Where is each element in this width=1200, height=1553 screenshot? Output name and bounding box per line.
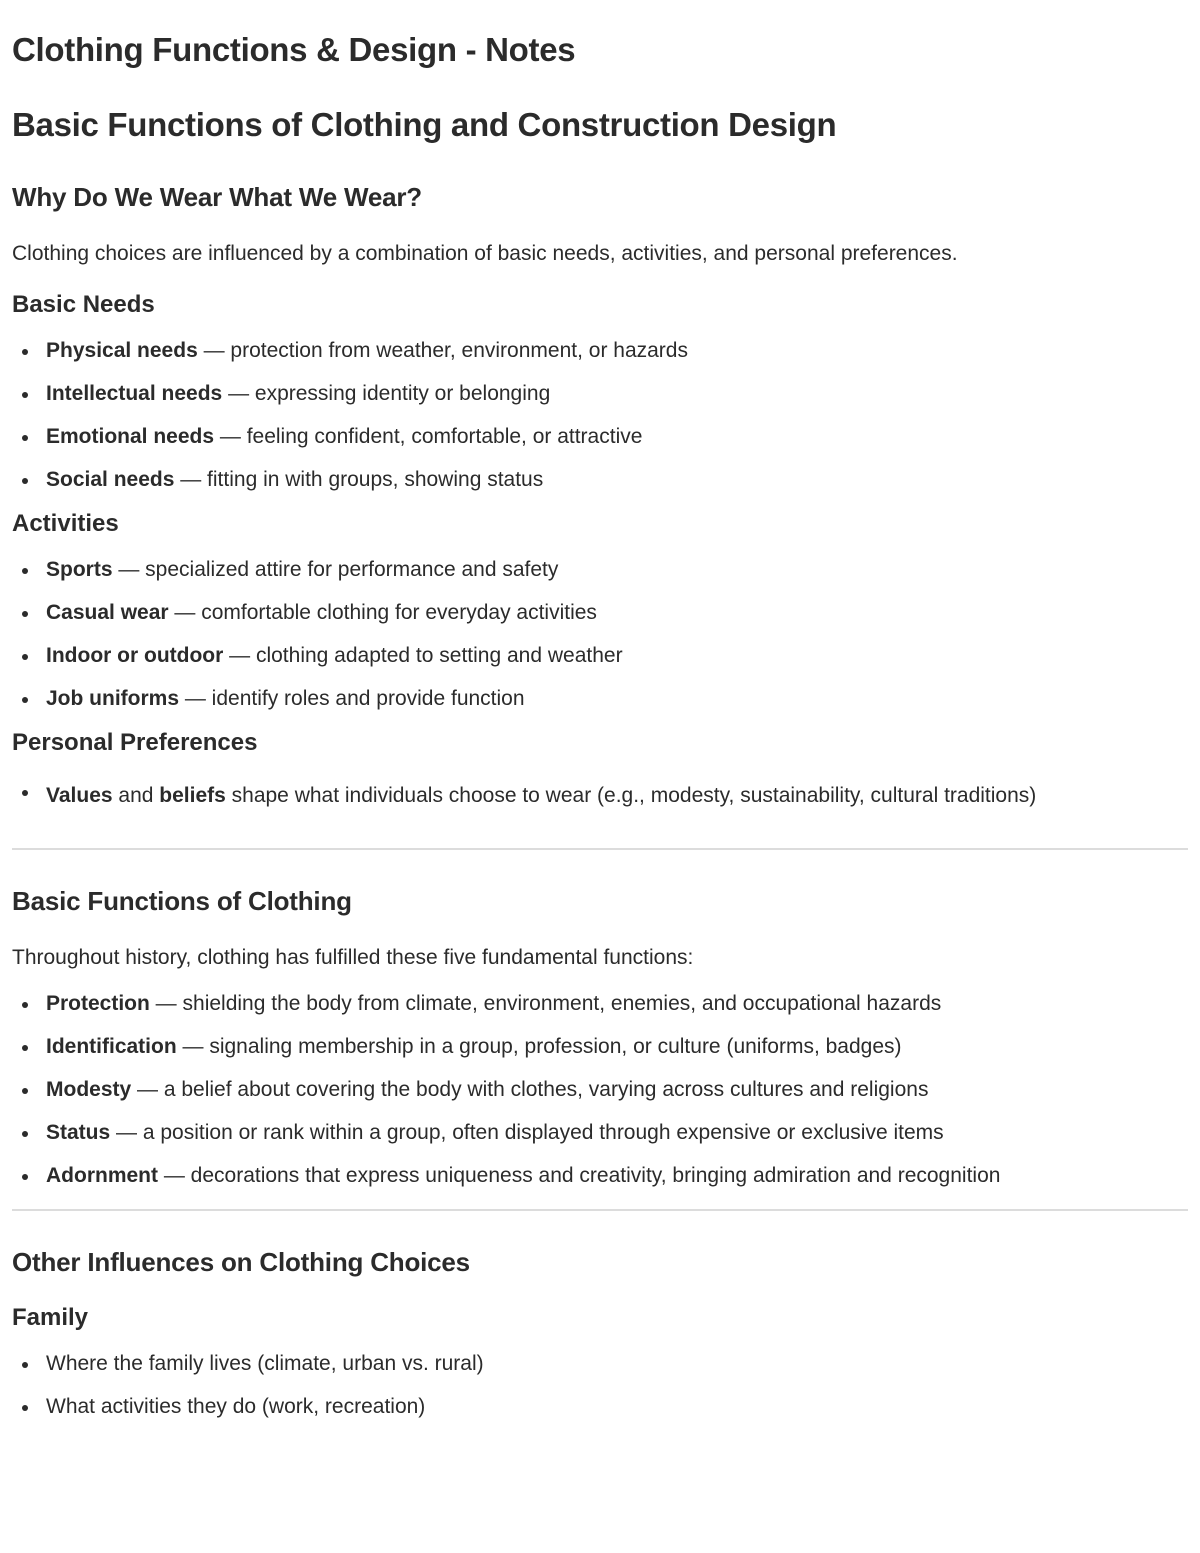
item-text: — a belief about covering the body with clothes, varying across cultures and religions xyxy=(131,1078,929,1101)
list-item xyxy=(12,599,1188,627)
item-term: Physical needs xyxy=(46,339,198,362)
family-heading: Family xyxy=(12,1304,89,1331)
item-term: Intellectual needs xyxy=(46,382,223,405)
item-text: — expressing identity or belonging xyxy=(222,382,551,405)
item-term: Job uniforms xyxy=(46,687,180,710)
item-term: beliefs xyxy=(159,784,226,807)
list-item xyxy=(12,685,1188,713)
item-text: — clothing adapted to setting and weather xyxy=(223,644,623,667)
item-term: Values xyxy=(46,784,113,807)
list-item: Where the family lives (climate, urban vs. rural) xyxy=(12,1350,1188,1378)
item-text: — fitting in with groups, showing status xyxy=(174,468,544,491)
activities-list xyxy=(12,556,1188,713)
item-term: Modesty xyxy=(46,1078,132,1101)
functions-intro: Throughout history, clothing has fulfilled these five fundamental functions: xyxy=(12,946,694,969)
list-item xyxy=(12,642,1188,670)
item-joiner: and xyxy=(112,784,160,807)
list-item xyxy=(12,1033,1188,1061)
list-item xyxy=(12,423,1188,451)
item-term: Emotional needs xyxy=(46,425,215,448)
item-text: — identify roles and provide function xyxy=(179,687,525,710)
list-item xyxy=(12,1119,1188,1147)
list-item xyxy=(12,466,1188,494)
activities-heading: Activities xyxy=(12,510,119,537)
list-item xyxy=(12,556,1188,584)
functions-list xyxy=(12,990,1188,1190)
item-term: Indoor or outdoor xyxy=(46,644,224,667)
section-divider xyxy=(12,848,1188,850)
list-item xyxy=(12,778,1188,814)
item-text: — decorations that express uniqueness and creativity, bringing admiration and recognition xyxy=(158,1164,1001,1187)
item-text: — specialized attire for performance and safety xyxy=(112,558,559,581)
item-term: Social needs xyxy=(46,468,175,491)
preferences-list xyxy=(12,778,1188,814)
item-term: Casual wear xyxy=(46,601,169,624)
item-term: Protection xyxy=(46,992,150,1015)
item-term: Identification xyxy=(46,1035,177,1058)
basic-needs-list xyxy=(12,337,1188,494)
main-heading: Basic Functions of Clothing and Construction Design xyxy=(12,106,837,143)
functions-heading: Basic Functions of Clothing xyxy=(12,886,352,916)
item-text: — feeling confident, comfortable, or attractive xyxy=(214,425,643,448)
basic-needs-heading: Basic Needs xyxy=(12,291,155,318)
list-item xyxy=(12,1076,1188,1104)
list-item xyxy=(12,380,1188,408)
item-text: — protection from weather, environment, or hazards xyxy=(197,339,688,362)
item-text: — comfortable clothing for everyday activities xyxy=(168,601,597,624)
why-intro: Clothing choices are influenced by a combination of basic needs, activities, and personal preferences. xyxy=(12,242,958,265)
section-divider xyxy=(12,1209,1188,1211)
list-item xyxy=(12,1162,1188,1190)
item-text: — shielding the body from climate, environment, enemies, and occupational hazards xyxy=(149,992,942,1015)
other-influences-heading: Other Influences on Clothing Choices xyxy=(12,1247,470,1277)
family-list xyxy=(12,1350,1188,1421)
item-text: — a position or rank within a group, often displayed through expensive or exclusive items xyxy=(110,1121,944,1144)
list-item xyxy=(12,990,1188,1018)
list-item: What activities they do (work, recreation) xyxy=(12,1393,1188,1421)
document-title: Clothing Functions & Design - Notes xyxy=(12,31,576,68)
list-item xyxy=(12,337,1188,365)
item-term: Status xyxy=(46,1121,111,1144)
why-heading: Why Do We Wear What We Wear? xyxy=(12,182,422,212)
item-text: shape what individuals choose to wear (e.g., modesty, sustainability, cultural traditions) xyxy=(225,784,1037,807)
item-text: — signaling membership in a group, profession, or culture (uniforms, badges) xyxy=(176,1035,902,1058)
item-term: Adornment xyxy=(46,1164,158,1187)
item-term: Sports xyxy=(46,558,113,581)
preferences-heading: Personal Preferences xyxy=(12,729,258,756)
